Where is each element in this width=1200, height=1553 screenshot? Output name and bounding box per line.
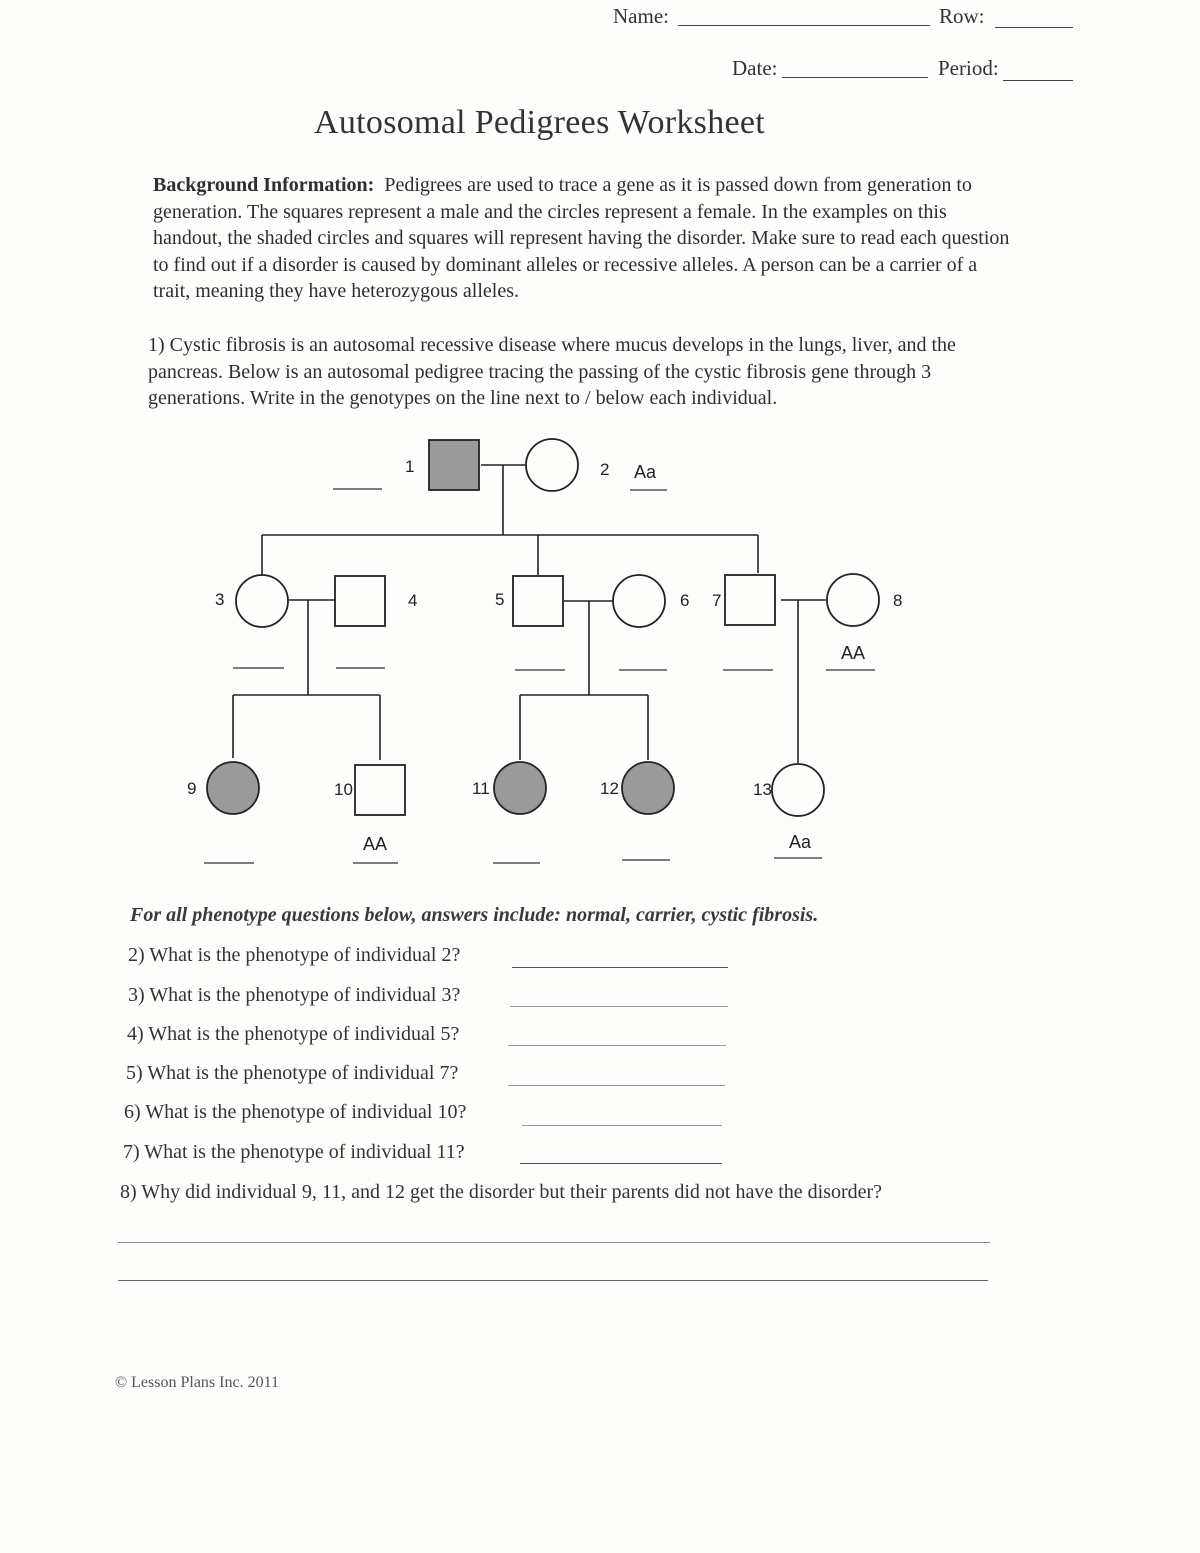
date-label: Date: — [732, 56, 778, 80]
background-paragraph — [153, 172, 1013, 305]
individual-number: 3 — [215, 590, 225, 609]
question-3: 3) What is the phenotype of individual 3? — [128, 984, 461, 1006]
answer-line-3[interactable] — [510, 1006, 728, 1007]
individual-6 — [613, 575, 665, 627]
genotype-8: AA — [840, 643, 866, 663]
individual-number: 1 — [405, 457, 415, 476]
male-square — [355, 765, 405, 815]
individual-8 — [827, 574, 879, 626]
female-circle — [236, 575, 288, 627]
individual-4 — [335, 576, 385, 626]
affected-male-square — [429, 440, 479, 490]
individual-9 — [207, 762, 259, 814]
name-label: Name: — [613, 4, 669, 28]
genotype-13: Aa — [788, 832, 812, 852]
question-8: 8) Why did individual 9, 11, and 12 get the disorder but their parents did not have the disorder? — [120, 1181, 883, 1203]
individual-number: 7 — [712, 591, 722, 610]
background-heading: Background Information: — [153, 174, 375, 196]
female-circle — [827, 574, 879, 626]
affected-female-circle — [494, 762, 546, 814]
individual-number: 10 — [334, 780, 353, 799]
individual-5 — [513, 576, 563, 626]
answer-line-2[interactable] — [512, 967, 728, 968]
pedigree-chart — [0, 420, 1200, 890]
answer-line-8a[interactable] — [118, 1242, 990, 1243]
question-6: 6) What is the phenotype of individual 10? — [124, 1101, 467, 1123]
row-field[interactable] — [995, 27, 1073, 28]
genotype-2: Aa — [633, 462, 657, 482]
individual-number: 6 — [680, 591, 690, 610]
female-circle — [613, 575, 665, 627]
period-field[interactable] — [1003, 80, 1073, 81]
individual-13 — [772, 764, 824, 816]
individual-number: 5 — [495, 590, 505, 609]
individual-number: 12 — [600, 779, 619, 798]
answer-line-8b[interactable] — [118, 1280, 988, 1281]
individual-11 — [494, 762, 546, 814]
question-1-text: 1) Cystic fibrosis is an autosomal recessive disease where mucus develops in the lungs, liver, and the pancreas. Below is an autosomal pedigree tracing the passing of the cystic fibrosis gene through 3 generations. Write in the genotypes on the line next to / below each individual. — [148, 334, 956, 409]
answer-line-7[interactable] — [520, 1163, 722, 1164]
page-title: Autosomal Pedigrees Worksheet — [314, 104, 766, 141]
individual-12 — [622, 762, 674, 814]
male-square — [513, 576, 563, 626]
period-label: Period: — [938, 56, 999, 80]
individual-1 — [429, 440, 479, 490]
answer-line-4[interactable] — [508, 1045, 726, 1046]
affected-female-circle — [207, 762, 259, 814]
question-7: 7) What is the phenotype of individual 11? — [123, 1141, 465, 1163]
date-field[interactable] — [782, 77, 928, 78]
phenotype-note: For all phenotype questions below, answers include: normal, carrier, cystic fibrosis. — [130, 904, 819, 926]
question-2: 2) What is the phenotype of individual 2? — [128, 944, 461, 966]
copyright-footer: © Lesson Plans Inc. 2011 — [115, 1374, 279, 1391]
individual-number: 9 — [187, 779, 197, 798]
individual-3 — [236, 575, 288, 627]
name-field[interactable] — [678, 25, 930, 26]
question-4: 4) What is the phenotype of individual 5? — [127, 1023, 460, 1045]
individual-10 — [355, 765, 405, 815]
genotype-10: AA — [362, 834, 388, 854]
affected-female-circle — [622, 762, 674, 814]
individual-number: 8 — [893, 591, 903, 610]
individual-2 — [526, 439, 578, 491]
individual-7 — [725, 575, 775, 625]
individual-number: 11 — [472, 779, 490, 798]
answer-line-5[interactable] — [508, 1085, 725, 1086]
answer-line-6[interactable] — [522, 1125, 722, 1126]
individual-number: 2 — [600, 460, 610, 479]
male-square — [335, 576, 385, 626]
question-5: 5) What is the phenotype of individual 7? — [126, 1062, 459, 1084]
individual-number: 4 — [408, 591, 418, 610]
background-text: Pedigrees are used to trace a gene as it is passed down from generation to generation. The squares represent a male and the circles represent a female. In the examples on this handout, the shaded circles and squares will represent having the disorder. Make sure to read each question to find out if a disorder is caused by dominant alleles or recessive alleles. A person can be a carrier of a trait, meaning they have heterozygous alleles. — [153, 174, 1010, 302]
individual-number: 13 — [753, 780, 772, 799]
row-label: Row: — [939, 4, 985, 28]
female-circle — [526, 439, 578, 491]
female-circle — [772, 764, 824, 816]
male-square — [725, 575, 775, 625]
